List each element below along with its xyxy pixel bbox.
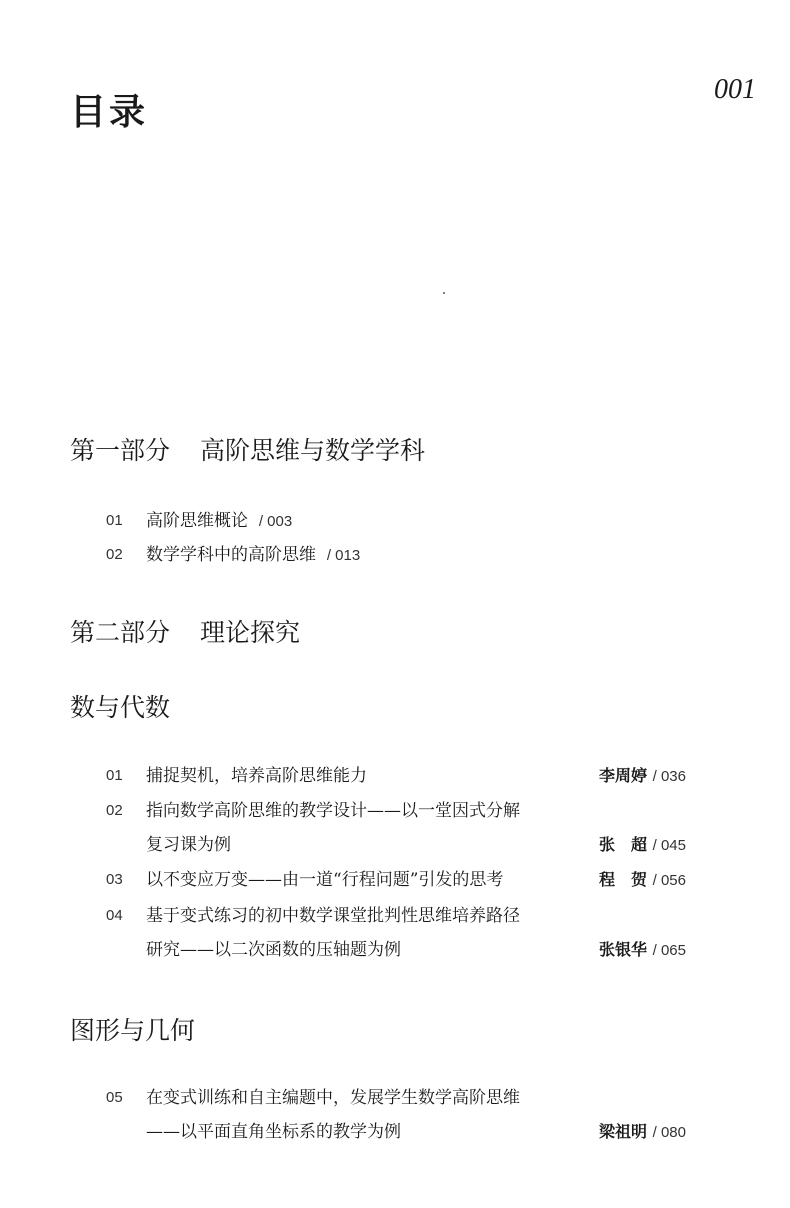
entry-title: 以不变应万变——由一道“行程问题”引发的思考 [146, 870, 504, 890]
entry-number: 04 [106, 907, 123, 924]
section-heading: 图形与几何 [70, 1016, 196, 1045]
entry-title: 指向数学高阶思维的教学设计——以一堂因式分解 [146, 801, 520, 821]
entry-page: / 003 [258, 513, 293, 530]
toc-entry[interactable] [106, 906, 686, 926]
toc-entry[interactable] [106, 766, 686, 786]
scan-speck [443, 292, 445, 294]
entry-title: 捕捉契机，培养高阶思维能力 [146, 766, 367, 786]
page-number: 001 [714, 74, 756, 105]
entry-page: / 056 [652, 872, 686, 889]
part-label: 第二部分 [70, 618, 171, 647]
toc-entry-continuation[interactable] [106, 940, 686, 960]
part-name: 高阶思维与数学学科 [200, 436, 426, 465]
toc-entry-continuation[interactable] [106, 1122, 686, 1142]
entry-page: / 065 [652, 942, 686, 959]
part-heading-2 [70, 613, 300, 649]
entry-title: 基于变式练习的初中数学课堂批判性思维培养路径 [146, 906, 520, 926]
page-title: 目录 [70, 92, 149, 133]
entry-title-continued: ——以平面直角坐标系的教学为例 [146, 1122, 401, 1142]
section-heading: 数与代数 [70, 693, 171, 722]
entry-title-continued: 研究——以二次函数的压轴题为例 [146, 940, 401, 960]
entry-number: 02 [106, 546, 123, 563]
entry-author: 张 超 [599, 835, 648, 854]
entry-number: 03 [106, 871, 123, 888]
entry-author: 张银华 [599, 940, 648, 959]
part-label: 第一部分 [70, 436, 171, 465]
entry-page: / 045 [652, 837, 686, 854]
entry-page: / 013 [326, 547, 361, 564]
entry-number: 01 [106, 767, 123, 784]
entry-title: 高阶思维概论 [146, 511, 248, 531]
entry-title-continued: 复习课为例 [146, 835, 231, 855]
entry-number: 01 [106, 512, 123, 529]
part-heading-1 [70, 431, 425, 467]
entry-title: 数学学科中的高阶思维 [146, 545, 316, 565]
toc-entry[interactable] [106, 801, 686, 821]
entry-author: 李周婷 [599, 766, 648, 785]
entry-number: 05 [106, 1089, 123, 1106]
toc-entry-continuation[interactable] [106, 835, 686, 855]
part-name: 理论探究 [200, 618, 301, 647]
entry-author: 梁祖明 [599, 1122, 648, 1141]
entry-page: / 036 [652, 768, 686, 785]
entry-number: 02 [106, 802, 123, 819]
entry-author: 程 贺 [599, 870, 648, 889]
entry-page: / 080 [652, 1124, 686, 1141]
toc-entry[interactable] [106, 870, 686, 890]
toc-entry[interactable] [106, 511, 686, 531]
entry-title: 在变式训练和自主编题中，发展学生数学高阶思维 [146, 1088, 520, 1108]
toc-entry[interactable] [106, 1088, 686, 1108]
toc-entry[interactable] [106, 545, 686, 565]
